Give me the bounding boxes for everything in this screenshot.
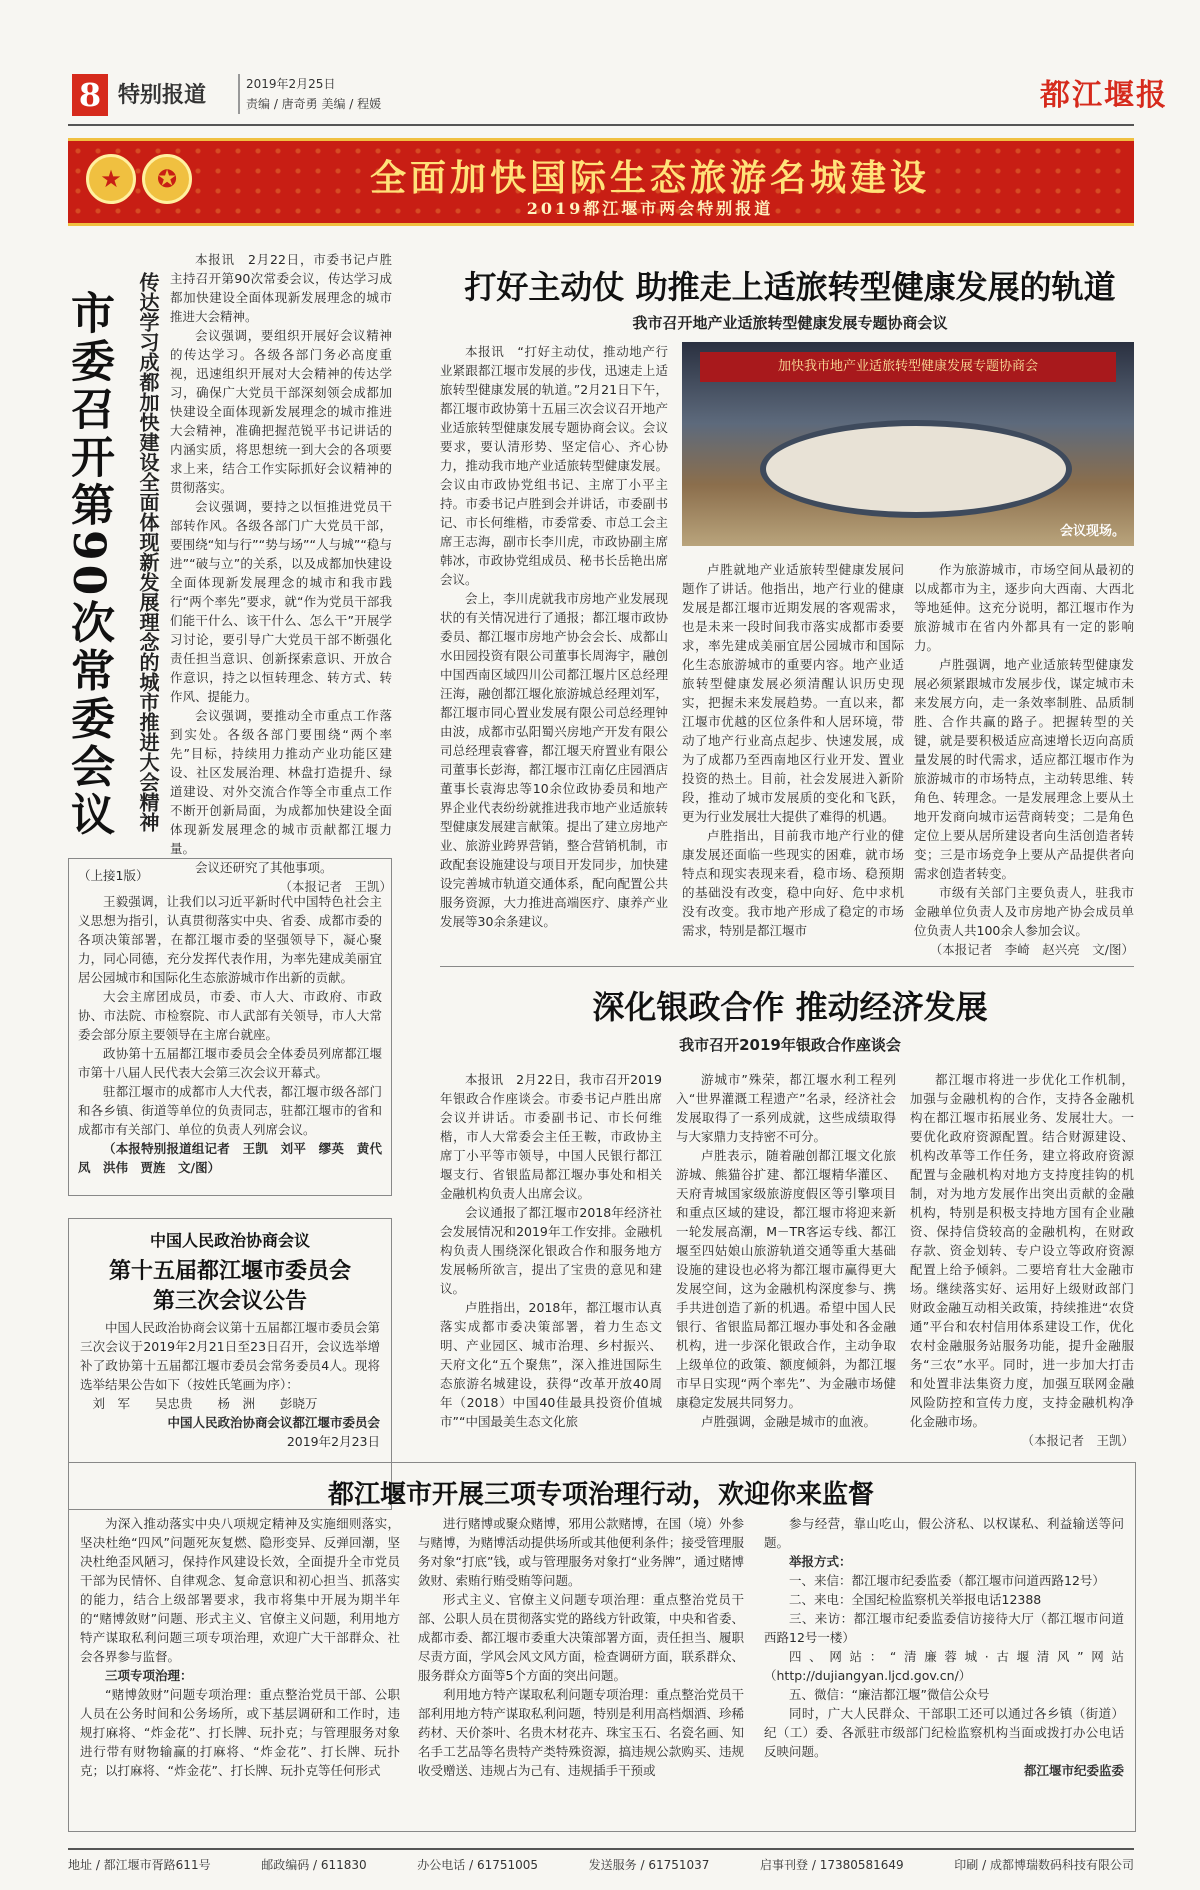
byline: （本报记者 王凯） (1021, 1433, 1134, 1448)
footer-distribution: 发送服务 / 61751037 (588, 1858, 710, 1872)
paragraph: 会议强调，要持之以恒推进党员干部转作风。各级各部门广大党员干部，要围绕“知与行”“势与场”“人与城”“稳与进”“破与立”的关系，以及成都加快建设全面体现新发展理念的城市和我市践行“两个率先”要求，就“作为党员干部我们能干什么、该干什么、怎么干”开展学习讨论，要引导广大党员干部不断强化责任担当意识、创新探索意识、开放合作意识，持之以恒转理念、转方式、转作风、提能力。 (170, 499, 392, 704)
paragraph: 会议强调，要组织开展好会议精神的传达学习。各级各部门务必高度重视，迅速组织开展对大会精神的传达学习，确保广大党员干部深刻领会成都加快建设全面体现新发展理念的城市推进大会精神，准确把握范锐平书记讲话的内涵实质，将思想统一到大会的各项要求上来，结合工作实际抓好会议精神的贯彻落实。 (170, 328, 392, 495)
paragraph: 形式主义、官僚主义问题专项治理：重点整治党员干部、公职人员在贯彻落实党的路线方针政策，中央和省委、成都市委、都江堰市委重大决策部署方面，责任担当、履职尽责方面，学风会风文风方面，检查调研方面，联系群众、服务群众方面等5个方面的突出问题。 (418, 1592, 744, 1683)
left-article-body (170, 250, 392, 896)
paragraph: 卢胜指出，目前我市地产行业的健康发展还面临一些现实的困难，就市场特点和现实表现来看，稳市场、稳预期的基础没有改变，稳中向好、危中求机没有改变。我市地产形成了稳定的市场需求，特别是都江堰市 (682, 828, 904, 938)
paragraph: 三、来访：都江堰市纪委监委信访接待大厅（都江堰市问道西路12号一楼） (764, 1611, 1124, 1645)
article1-title: 打好主动仗 助推走上适旅转型健康发展的轨道 (464, 268, 1116, 306)
paragraph: 卢胜强调，地产业适旅转型健康发展必须紧跟城市发展步伐，谋定城市未来发展方向，走一条效率制胜、品质制胜、合作共赢的路子。把握转型的关键，就是要积极适应高速增长迈向高质量发展的时代需求，适应都江堰市作为旅游城市的市场特点，主动转思维、转角色、转理念。一是发展理念上要从土地开发商向城市运营商转变；二是角色定位上要从居所建设者向生活创造者转变；三是市场竞争上要从产品提供者向需求创造者转变。 (914, 657, 1134, 881)
paragraph: 会议通报了都江堰市2018年经济社会发展情况和2019年工作安排。金融机构负责人围绕深化银政合作和服务地方发展畅所欲言，提出了宝贵的意见和建议。 (440, 1205, 662, 1296)
footer-printer: 印刷 / 成都博瑞数码科技有限公司 (954, 1858, 1134, 1872)
footer-ads: 启事刊登 / 17380581649 (760, 1858, 904, 1872)
gazette-date: 2019年2月23日 (286, 1434, 380, 1449)
photo-conference-table (760, 420, 1072, 518)
page-number: 8 (72, 74, 108, 116)
continuation-body (78, 892, 382, 1177)
paragraph: 会上，李川虎就我市房地产业发展现状的有关情况进行了通报；都江堰市政协委员、都江堰市房地产协会会长、成都山水田园投资有限公司董事长周海宇，融创中国西南区域四川公司都江堰片区总经理汪海，融创都江堰化旅游城总经理刘军，都江堰市同心置业发展有限公司总经理钟由波，成都市弘阳蜀兴房地产开发有限公司总经理袁睿睿，都江堰天府置业有限公司董事长彭海，都江堰市江南亿庄园酒店董事长袁海忠等10余位政协委员和地产界企业代表纷纷就推进我市地产业适旅转型健康发展建言献策。提出了建立房地产业、旅游业跨界营销，整合营销机制，市政配套设施建设与项目开发同步，加快建设完善城市轨道交通体系，配向配置公共服务资源，大力推进高端医疗、康养产业发展等30余条建议。 (440, 591, 668, 929)
paragraph: 举报方式： (789, 1554, 852, 1569)
notice-title: 都江堰市开展三项专项治理行动，欢迎你来监督 (327, 1480, 874, 1510)
newspaper-logo: 都江堰报 (1040, 78, 1168, 113)
photo-banner: 加快我市地产业适旅转型健康发展专题协商会 (700, 352, 1116, 382)
article2-title: 深化银政合作 推动经济发展 (592, 988, 988, 1026)
banner-subtitle: 2019都江堰市两会特别报道 (526, 199, 774, 218)
paragraph: 中国人民政治协商会议第十五届都江堰市委员会第三次会议于2019年2月21日至23日召开，会议选举增补了政协第十五届都江堰市委员会常务委员4人。现将选举结果公告如下（按姓氏笔画为序）： (80, 1320, 381, 1392)
dateline (238, 74, 381, 114)
paragraph: 为深入推动落实中央八项规定精神及实施细则落实，坚决杜绝“四风”问题死灰复燃、隐形变异、反弹回潮，坚决杜绝歪风陋习，保持作风建设长效，全面提升全市党员干部为民情怀、自律观念、复命意识和初心担当、抓落实的能力，结合上级部署要求，我市将集中开展为期半年的“赌博敛财”问题、形式主义、官僚主义问题，利用地方特产谋取私利问题三项专项治理，欢迎广大干部群众、社会各界参与监督。 (80, 1516, 400, 1664)
continuation-label: （上接1版） (78, 868, 149, 883)
paragraph: 市级有关部门主要负责人，驻我市金融单位负责人及市房地产协会成员单位负责人共100余人参加会议。 (914, 885, 1134, 938)
issue-date: 2019年2月25日 (246, 77, 336, 91)
paragraph: 作为旅游城市，市场空间从最初的以成都市为主，逐步向大西南、大西北等地延伸。这充分说明，都江堰市作为旅游城市在省内外都具有一定的影响力。 (914, 562, 1134, 653)
photo-caption: 会议现场。 (1060, 524, 1126, 539)
footer-office-phone: 办公电话 / 61751005 (417, 1858, 539, 1872)
section-title: 特别报道 (118, 82, 207, 108)
paragraph: 进行赌博或聚众赌博，邪用公款赌博，在国（境）外参与赌博，为赌博活动提供场所或其他便利条件；接受管理服务对象“打底”钱，或与管理服务对象打“业务牌”，通过赌博敛财、索贿行贿受贿等问题。 (418, 1516, 744, 1588)
notice-signature: 都江堰市纪委监委 (1023, 1763, 1124, 1778)
gazette-org: 中国人民政治协商会议 (149, 1231, 310, 1250)
article2-column-2 (676, 1070, 896, 1431)
paragraph: 二、来电：全国纪检监察机关举报电话12388 (789, 1592, 1042, 1607)
byline: （本报特别报道组记者 王凯 刘平 缪英 黄代凤 洪伟 贾旌 文/图） (78, 1141, 382, 1175)
paragraph: 参与经营，靠山吃山，假公济私、以权谋私、利益输送等问题。 (764, 1516, 1124, 1550)
national-emblem-icon: ★ (86, 154, 136, 204)
left-headline: 市委召开第90次常委会议 (63, 290, 114, 840)
editors: 责编 / 唐奇勇 美编 / 程媛 (246, 97, 382, 111)
article1-column-1 (440, 342, 668, 931)
paragraph: 同时，广大人民群众、干部职工还可以通过各乡镇（街道）纪（工）委、各派驻市级部门纪检监察机构当面或拨打办公电话反映问题。 (764, 1706, 1124, 1759)
article1-subtitle: 我市召开地产业适旅转型健康发展专题协商会议 (632, 314, 948, 332)
cppcc-emblem-icon: ✪ (142, 154, 192, 204)
paragraph: 本报讯 “打好主动仗，推动地产行业紧跟都江堰市发展的步伐，迅速走上适旅转型健康发展的轨道。”2月21日下午，都江堰市政协第十五届三次会议召开地产业适旅转型健康发展专题协商会议。会议要求，要认清形势、坚定信心、齐心协力，推动我市地产业适旅转型健康发展。会议由市政协党组书记、主席丁小平主持。市委书记卢胜到会并讲话，市委副书记、市长何维楷，市委常委、市总工会主席王志海，副市长李川虎，市政协副主席韩冰，市政协党组成员、秘书长岳艳出席会议。 (440, 344, 668, 587)
gazette-issuer: 中国人民政治协商会议都江堰市委员会 (167, 1415, 380, 1430)
paragraph: 卢胜就地产业适旅转型健康发展问题作了讲话。他指出，地产行业的健康发展是都江堰市近期发展的客观需求，也是未来一段时间我市落实成都市委要求，率先建成美丽宜居公园城市和国际化生态旅游城市的重要内容。地产业适旅转型健康发展必须清醒认识历史现实，把握未来发展趋势。一直以来，都江堰市优越的区位条件和人居环境，带动了地产行业高点起步、快速发展，成为了成都乃至西南地区行业开发、置业投资的热土。目前，社会发展进入新阶段，推动了城市发展质的变化和飞跃，更为行业发展壮大提供了难得的机遇。 (682, 562, 904, 824)
notice-column-2 (418, 1514, 744, 1780)
article2-column-1 (440, 1070, 662, 1431)
paragraph: 会议还研究了其他事项。 (195, 860, 333, 875)
paragraph: 利用地方特产谋取私利问题专项治理：重点整治党员干部利用地方特产谋取私利问题，特别是利用高档烟酒、珍稀药材、天价茶叶、名贵木材花卉、珠宝玉石、名瓷名画、知名手工艺品等名贵特产类特殊资源，搞违规公款购买、违规收受赠送、违规占为己有、违规插手干预或 (418, 1687, 744, 1778)
paragraph: 王毅强调，让我们以习近平新时代中国特色社会主义思想为指引，认真贯彻落实中央、省委、成都市委的各项决策部署，在都江堰市委的坚强领导下，凝心聚力，同心同德，充分发挥代表作用，为率先建成美丽宜居公园城市和国际化生态旅游城市作出新的贡献。 (78, 894, 382, 985)
paragraph: 四、网站：“清廉蓉城·古堰清风”网站（http://dujiangyan.ljcd.gov.cn/） (764, 1649, 1124, 1683)
gazette-title-2: 第三次会议公告 (152, 1288, 307, 1314)
paragraph: 卢胜表示，随着融创都江堰文化旅游城、熊猫谷扩建、都江堰精华灌区、天府青城国家级旅游度假区等引擎项目和重点区域的建设，都江堰市将迎来新一轮发展高潮，M－TR客运专线、都江堰至四姑娘山旅游轨道交通等重大基础设施的建设也必将为都江堰市赢得更大发展空间，这为金融机构深度参与、携手共进创造了新的机遇。希望中国人民银行、省银监局都江堰办事处和各金融机构，进一步深化银政合作，主动争取上级单位的政策、额度倾斜，为都江堰市早日实现“两个率先”、为金融市场健康稳定发展共同努力。 (676, 1148, 896, 1410)
paragraph: “赌博敛财”问题专项治理：重点整治党员干部、公职人员在公务时间和公务场所，或下基层调研和工作时，违规打麻将、“炸金花”、打长牌、玩扑克；与管理服务对象进行带有财物输赢的打麻将、“炸金花”、打长牌、玩扑克；以打麻将、“炸金花”、打长牌、玩扑克等任何形式 (80, 1687, 400, 1778)
notice-column-1 (80, 1514, 400, 1780)
divider (440, 966, 1134, 967)
footer (68, 1848, 1134, 1873)
footer-address: 地址 / 都江堰市胥路611号 (68, 1858, 211, 1872)
paragraph: 本报讯 2月22日，市委书记卢胜主持召开第90次常委会议，传达学习成都加快建设全面体现新发展理念的城市推进大会精神。 (170, 252, 392, 324)
paragraph: 三项专项治理： (105, 1668, 193, 1683)
paragraph: 一、来信：都江堰市纪委监委（都江堰市问道西路12号） (789, 1573, 1105, 1588)
article1-column-2 (682, 560, 904, 940)
paragraph: 卢胜强调，金融是城市的血液。 (701, 1414, 877, 1429)
paragraph: 游城市”殊荣，都江堰水利工程列入“世界灌溉工程遗产”名录，经济社会发展取得了一系列成就，这些成绩取得与大家鼎力支持密不可分。 (676, 1072, 896, 1144)
paragraph: 政协第十五届都江堰市委员会全体委员列席都江堰市第十八届人民代表大会第三次会议开幕式。 (78, 1046, 382, 1080)
article2-column-3 (910, 1070, 1134, 1450)
paragraph: 都江堰市将进一步优化工作机制，加强与金融机构的合作，支持各金融机构在都江堰市拓展业务、发展壮大。一要优化政府资源配置。结合财源建设、机构改革等工作任务，建立将政府资源配置与金融机构对地方支持度挂钩的机制，对为地方发展作出突出贡献的金融机构，特别是积极支持地方国有企业融资、保持信贷较高的金融机构，在财政存款、资金划转、专户设立等政府资源配置上给予倾斜。二要培育壮大金融市场。继续落实好、运用好上级财政部门财政金融互动相关政策，持续推进“农贷通”平台和农村信用体系建设工作，优化农村金融服务站服务功能，提升金融服务“三农”水平。同时，进一步加大打击和处置非法集资力度，加强互联网金融风险防控和宣传力度，支持金融机构净化金融市场。 (910, 1072, 1134, 1429)
byline: （本报记者 王凯） (279, 879, 392, 894)
gazette-body (80, 1318, 380, 1451)
left-subheadline: 传达学习成都加快建设全面体现新发展理念的城市推进大会精神 (136, 272, 160, 832)
footer-postcode: 邮政编码 / 611830 (261, 1858, 367, 1872)
paragraph: 卢胜指出，2018年，都江堰市认真落实成都市委决策部署，着力生态文明、产业园区、城市治理、乡村振兴、天府文化“五个聚焦”，深入推进国际生态旅游名城建设，获得“改革开放40周年（2018）中国40佳最具投资价值城市”“中国最美生态文化旅 (440, 1300, 662, 1429)
notice-column-3 (764, 1514, 1124, 1780)
paragraph: 本报讯 2月22日，我市召开2019年银政合作座谈会。市委书记卢胜出席会议并讲话。市委副书记、市长何维楷，市人大常委会主任王鞍，市政协主席丁小平等市领导，中国人民银行都江堰支行、省银监局都江堰办事处和相关金融机构负责人出席会议。 (440, 1072, 662, 1201)
banner-title: 全面加快国际生态旅游名城建设 (369, 157, 930, 199)
paragraph: 驻都江堰市的成都市人大代表，都江堰市级各部门和各乡镇、街道等单位的负责同志，驻都江堰市的省和成都市有关部门、单位的负责人列席会议。 (78, 1084, 382, 1137)
gazette-names: 刘 军 吴忠贵 杨 洲 彭晓万 (92, 1396, 318, 1411)
article1-column-3 (914, 560, 1134, 959)
paragraph: 五、微信：“廉洁都江堰”微信公众号 (789, 1687, 990, 1702)
article2-subtitle: 我市召开2019年银政合作座谈会 (679, 1036, 901, 1054)
paragraph: 大会主席团成员，市委、市人大、市政府、市政协、市法院、市检察院、市人武部有关领导，市人大常委会部分原主要领导在主席台就座。 (78, 989, 382, 1042)
byline: （本报记者 李崎 赵兴亮 文/图） (929, 942, 1134, 957)
header-rule (68, 124, 1134, 126)
gazette-title-1: 第十五届都江堰市委员会 (108, 1258, 351, 1284)
paragraph: 会议强调，要推动全市重点工作落到实处。各级各部门要围绕“两个率先”目标，持续用力推动产业功能区建设、社区发展治理、林盘打造提升、绿道建设、对外交流合作等全市重点工作不断开创新局面，为成都加快建设全面体现新发展理念的城市贡献都江堰力量。 (170, 708, 392, 856)
